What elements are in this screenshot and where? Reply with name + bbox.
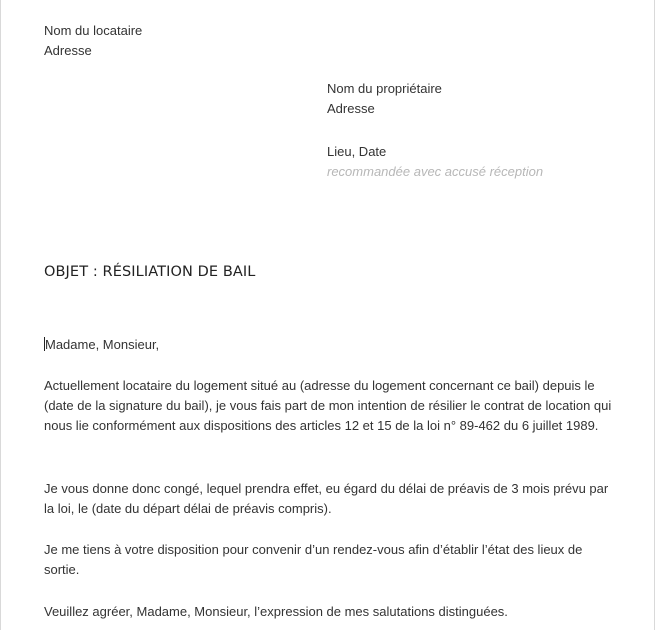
- letter-subject: OBJET : RÉSILIATION DE BAIL: [44, 264, 256, 280]
- paragraph-notice: Je vous donne donc congé, lequel prendra effet, eu égard du délai de préavis de 3 mois prévu par la loi, le (date du départ délai de préavis compris).: [44, 481, 609, 516]
- sender-address: Adresse: [44, 43, 92, 58]
- recipient-address: Adresse: [327, 101, 375, 116]
- paragraph-closing: Veuillez agréer, Madame, Monsieur, l’expression de mes salutations distinguées.: [44, 604, 508, 619]
- delivery-note: recommandée avec accusé réception: [327, 164, 544, 179]
- sender-name: Nom du locataire: [44, 23, 143, 38]
- greeting: Madame, Monsieur,: [45, 337, 160, 352]
- paragraph-availability: Je me tiens à votre disposition pour convenir d’un rendez-vous afin d’établir l’état des lieux de sortie.: [44, 542, 583, 577]
- place-date: Lieu, Date: [327, 144, 387, 159]
- greeting-line[interactable]: [44, 335, 159, 355]
- recipient-name: Nom du propriétaire: [327, 81, 442, 96]
- paragraph-intent: Actuellement locataire du logement situé au (adresse du logement concernant ce bail) depuis le (date de la signature du bail), je vous fais part de mon intention de résilier le contrat de location qui nous lie conformément aux dispositions des articles 12 et 15 de la loi n° 89-462 du 6 juillet 1989.: [44, 378, 612, 433]
